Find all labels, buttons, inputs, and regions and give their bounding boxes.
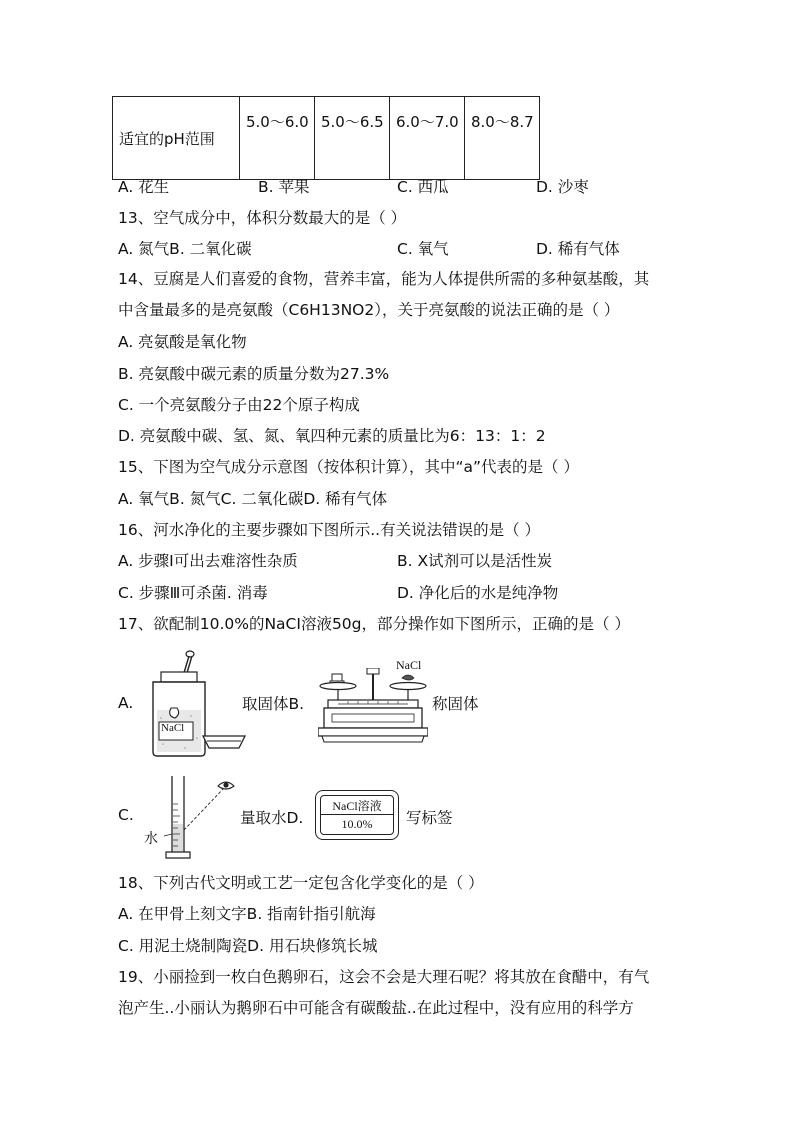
table-cell: 8.0～8.7 [465, 97, 540, 180]
q16-option-b: B. X试剂可以是活性炭 [397, 552, 553, 570]
q14-option-c: C. 一个亮氨酸分子由22个原子构成 [118, 396, 360, 414]
q12-option-c: C. 西瓜 [397, 178, 449, 196]
q16-option-a: A. 步骤Ⅰ可出去难溶性杂质 [118, 552, 298, 570]
q13-option-c: C. 氧气 [397, 240, 449, 258]
q14-stem-line1: 14、豆腐是人们喜爱的食物，营养丰富，能为人体提供所需的多种氨基酸，其 [118, 270, 650, 288]
q17-fig-d-caption: 写标签 [406, 809, 453, 827]
table-cell: 5.0～6.5 [315, 97, 390, 180]
q18-options-ab: A. 在甲骨上刻文字B. 指南针指引航海 [118, 905, 376, 923]
table-cell: 6.0～7.0 [390, 97, 465, 180]
balance-figure [318, 668, 428, 748]
q16-stem: 16、河水净化的主要步骤如下图所示..有关说法错误的是（ ） [118, 521, 541, 539]
q17-fig-a-letter: A. [118, 694, 134, 712]
q12-option-b: B. 苹果 [258, 178, 310, 196]
reagent-jar-figure [145, 648, 250, 758]
q17-fig-c-caption: 量取水D. [240, 809, 304, 827]
q13-option-ab: A. 氮气B. 二氧化碳 [118, 240, 252, 258]
q17-fig-a-caption: 取固体B. [242, 695, 305, 713]
table-row [113, 97, 540, 180]
label-solution-name: NaCl溶液 [332, 799, 382, 813]
q15-options: A. 氧气B. 氮气C. 二氧化碳D. 稀有气体 [118, 490, 388, 508]
water-label: 水 [144, 831, 158, 847]
jar-label-text: NaCl [161, 722, 185, 734]
label-concentration: 10.0% [341, 817, 373, 831]
balance-nacl-label: NaCl [396, 658, 422, 672]
q12-option-d: D. 沙枣 [536, 178, 589, 196]
q18-stem: 18、下列古代文明或工艺一定包含化学变化的是（ ） [118, 874, 484, 892]
q13-option-d: D. 稀有气体 [536, 240, 620, 258]
table-header-cell: 适宜的pH范围 [113, 97, 240, 180]
q13-stem: 13、空气成分中，体积分数最大的是（ ） [118, 209, 407, 227]
q16-option-d: D. 净化后的水是纯净物 [397, 584, 559, 602]
q17-fig-b-caption: 称固体 [432, 695, 479, 713]
q17-stem: 17、欲配制10.0%的NaCI溶液50g，部分操作如下图所示，正确的是（ ） [118, 615, 630, 633]
table-cell: 5.0～6.0 [240, 97, 315, 180]
q18-options-cd: C. 用泥土烧制陶瓷D. 用石块修筑长城 [118, 937, 378, 955]
graduated-cylinder-figure [160, 774, 238, 862]
q19-stem-line1: 19、小丽捡到一枚白色鹅卵石，这会不会是大理石呢？将其放在食醋中，有气 [118, 968, 650, 986]
q19-stem-line2: 泡产生..小丽认为鹅卵石中可能含有碳酸盐..在此过程中，没有应用的科学方 [118, 999, 634, 1017]
q14-stem-line2: 中含量最多的是亮氨酸（C6H13NO2），关于亮氨酸的说法正确的是（ ） [118, 301, 620, 319]
q16-option-c: C. 步骤Ⅲ可杀菌. 消毒 [118, 584, 268, 602]
q17-fig-c-letter: C. [118, 806, 134, 824]
q12-option-a: A. 花生 [118, 178, 170, 196]
q14-option-b: B. 亮氨酸中碳元素的质量分数为27.3% [118, 365, 390, 383]
q15-stem: 15、下图为空气成分示意图（按体积计算），其中“a”代表的是（ ） [118, 458, 579, 476]
bottle-label-figure [315, 790, 399, 840]
q14-option-d: D. 亮氨酸中碳、氢、氮、氧四种元素的质量比为6：13：1：2 [118, 427, 546, 445]
ph-range-table [112, 96, 540, 180]
q14-option-a: A. 亮氨酸是氧化物 [118, 333, 247, 351]
